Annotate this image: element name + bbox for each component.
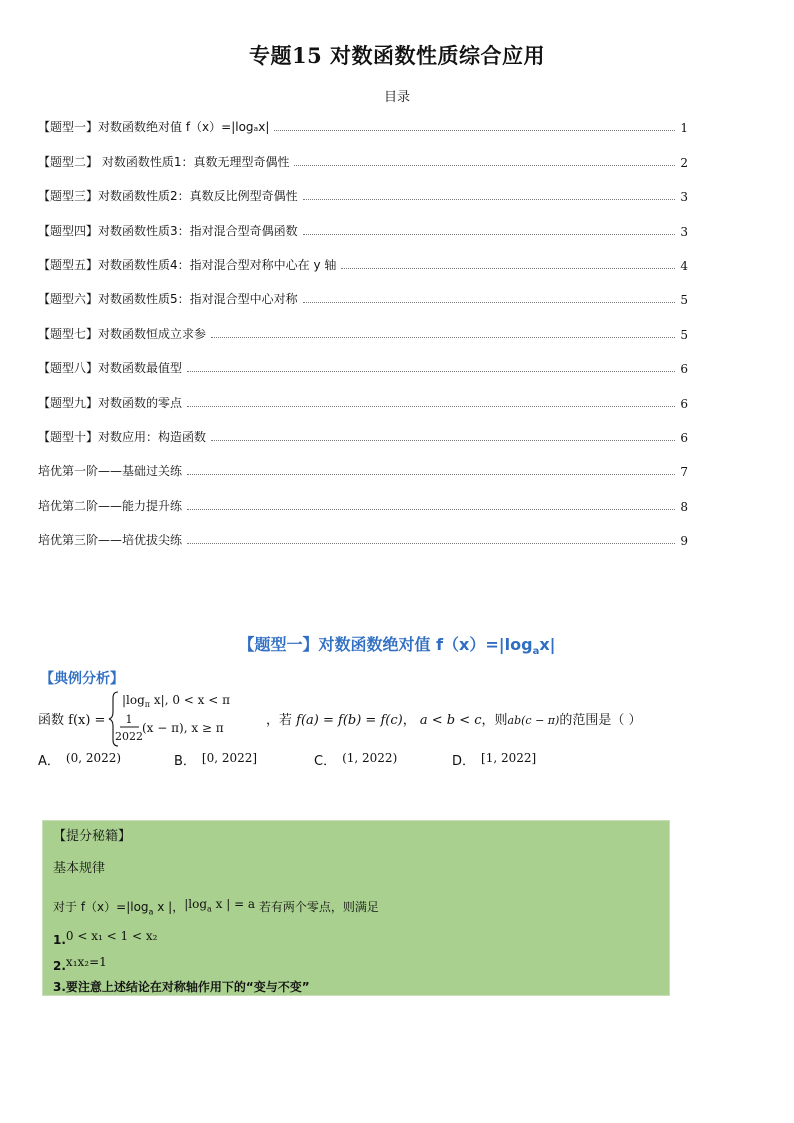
toc-entry[interactable]: [38, 135, 688, 169]
toc-entry-page: 7: [680, 465, 688, 480]
rule-statement: [53, 897, 379, 916]
toc-leader-dots: [341, 268, 675, 269]
toc-entry-label: 【题型五】对数函数性质4：指对混合型对称中心在 y 轴: [38, 257, 337, 272]
toc-entry-page: 8: [680, 499, 688, 514]
toc-entry-page: 6: [680, 362, 688, 377]
tips-title: 【提分秘籍】: [53, 829, 132, 844]
toc-entry[interactable]: [38, 273, 688, 307]
option-letter: A．: [38, 754, 60, 769]
cond-math-1: f(a) = f(b) = f(c): [292, 713, 403, 728]
toc-entry-label: 【题型四】对数函数性质3：指对混合型奇偶函数: [38, 223, 298, 238]
option-letter: C．: [314, 754, 337, 769]
option-b[interactable]: [174, 750, 257, 769]
toc-entry-page: 6: [680, 430, 688, 445]
function-lead: 函数 f(x) =: [38, 713, 106, 728]
toc-leader-dots: [303, 199, 675, 200]
cond-text-1: ，若: [266, 713, 293, 728]
toc-entry[interactable]: [38, 376, 688, 410]
toc-entry-label: 【题型一】对数函数绝对值 f（x）=|logₐx|: [38, 120, 270, 135]
section-title: [0, 632, 794, 657]
toc-leader-dots: [211, 337, 675, 338]
toc-leader-dots: [187, 543, 675, 544]
case-one-log: |log: [122, 693, 145, 707]
rule-item-2: [53, 955, 107, 973]
example-label: 【典例分析】: [40, 671, 124, 687]
item-math: x₁x₂=1: [65, 955, 107, 969]
stmt-math: [184, 897, 256, 914]
toc-entry[interactable]: [38, 239, 688, 273]
toc-entry[interactable]: [38, 204, 688, 238]
option-letter: D．: [452, 754, 476, 769]
toc-entry-label: 【题型六】对数函数性质5：指对混合型中心对称: [38, 292, 298, 307]
case-one-tail: x|, 0 < x < π: [150, 693, 230, 707]
option-value: [1, 2022]: [481, 751, 537, 765]
cond-math-3: ab(c − π): [507, 714, 560, 727]
toc-entry-label: 【题型十】对数应用：构造函数: [38, 429, 207, 444]
toc-entry-label: 培优第二阶——能力提升练: [38, 498, 183, 513]
document-title: 专题15 对数函数性质综合应用: [248, 43, 546, 68]
toc-entry-page: 1: [680, 121, 688, 136]
section-title-text: 【题型一】对数函数绝对值 f（x）=|log: [238, 635, 533, 654]
toc-entry[interactable]: [38, 411, 688, 445]
toc-leader-dots: [274, 130, 675, 131]
toc-leader-dots: [303, 302, 675, 303]
toc-entry[interactable]: [38, 101, 688, 135]
item-number: 1.: [53, 933, 66, 947]
toc-entry[interactable]: [38, 342, 688, 376]
option-value: (1, 2022): [342, 751, 398, 765]
rule-note: 3.要注意上述结论在对称轴作用下的“变与不变”: [53, 980, 310, 994]
toc-leader-dots: [187, 474, 675, 475]
option-a[interactable]: [38, 750, 121, 769]
tips-box: [42, 820, 670, 996]
toc-entry-page: 3: [680, 224, 688, 239]
stmt-suffix: 若有两个零点，则满足: [255, 900, 379, 914]
toc-entry-label: 【题型七】对数函数恒成立求参: [38, 326, 207, 341]
case-one-text: [122, 693, 230, 709]
toc-entry-label: 【题型八】对数函数最值型: [38, 361, 183, 376]
section-title-suffix: x|: [539, 635, 556, 654]
toc-entry-label: 【题型九】对数函数的零点: [38, 395, 183, 410]
item-math: 0 < x₁ < 1 < x₂: [65, 929, 158, 943]
toc-entry[interactable]: [38, 514, 688, 548]
toc-leader-dots: [303, 234, 675, 235]
piecewise-function: [108, 690, 268, 748]
toc-leader-dots: [187, 509, 675, 510]
toc-entry[interactable]: [38, 307, 688, 341]
option-letter: B．: [174, 754, 196, 769]
toc-leader-dots: [294, 165, 675, 166]
option-d[interactable]: [452, 750, 536, 769]
case-one-base: π: [144, 700, 151, 709]
toc-heading: 目录: [383, 90, 410, 105]
toc-entry-label: 培优第一阶——基础过关练: [38, 464, 183, 479]
section-title-subscript: a: [532, 646, 540, 658]
toc-entry-page: 9: [680, 534, 688, 549]
toc-entry[interactable]: [38, 170, 688, 204]
stmt-math-post: x | = a: [211, 897, 256, 911]
toc-entry-label: 【题型三】对数函数性质2：真数反比例型奇偶性: [38, 189, 298, 204]
toc-entry-page: 6: [680, 396, 688, 411]
fraction-denominator: 2022: [115, 730, 143, 743]
stmt-math-pre: |log: [184, 897, 208, 911]
toc-entry-page: 2: [680, 155, 688, 170]
item-number: 2.: [53, 959, 66, 973]
option-value: (0, 2022): [65, 751, 122, 765]
rule-item-1: [53, 929, 157, 947]
toc-leader-dots: [187, 406, 675, 407]
toc-entry-label: 【题型二】 对数函数性质1：真数无理型奇偶性: [38, 154, 290, 169]
toc-entry-page: 4: [680, 258, 688, 273]
cond-text-4: 的范围是（ ）: [559, 713, 642, 728]
toc-leader-dots: [211, 440, 675, 441]
toc-entry[interactable]: [38, 479, 688, 513]
option-value: [0, 2022]: [201, 751, 258, 765]
case-two-tail: (x − π), x ≥ π: [142, 721, 224, 735]
cond-text-3: ，则: [481, 713, 508, 728]
stmt-math-subscript: a: [207, 904, 212, 914]
cond-math-2: a < b < c: [415, 713, 482, 728]
toc-entry-label: 培优第三阶——培优拔尖练: [38, 533, 183, 548]
toc-entry-page: 5: [680, 293, 688, 308]
toc-entry-page: 5: [680, 327, 688, 342]
rule-title: 基本规律: [53, 861, 106, 876]
toc-leader-dots: [187, 371, 675, 372]
stmt-prefix: 对于 f（x）=|log: [53, 900, 149, 914]
option-c[interactable]: [314, 750, 397, 769]
table-of-contents: [38, 101, 688, 548]
stmt-mid: x |，: [153, 900, 185, 914]
stmt-subscript: a: [148, 907, 154, 917]
cond-text-2: ，: [402, 713, 416, 728]
toc-entry-page: 3: [680, 190, 688, 205]
fraction-numerator: 1: [125, 713, 133, 726]
toc-entry[interactable]: [38, 445, 688, 479]
problem-conditions: [266, 709, 641, 728]
